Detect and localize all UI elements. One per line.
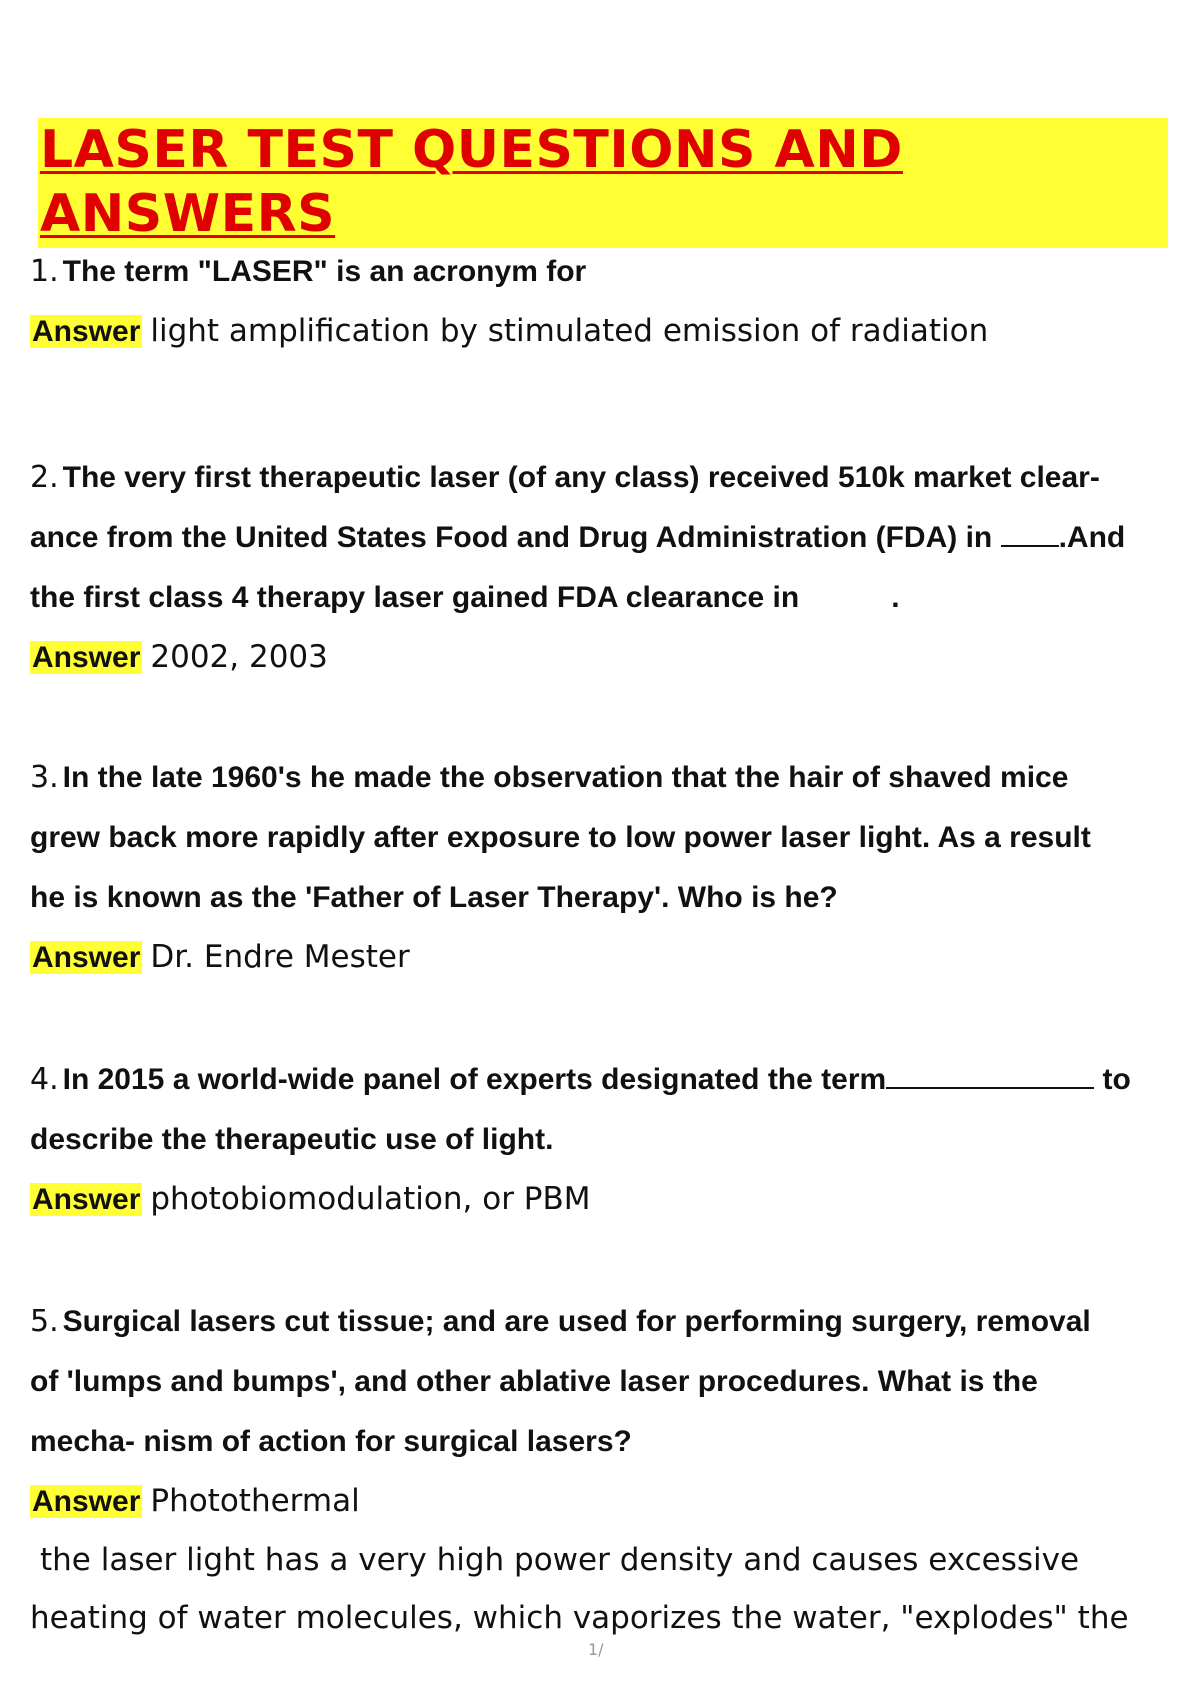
question-text: grew back more rapidly after exposure to low power laser light. As a result (30, 821, 1091, 854)
question-text: he is known as the 'Father of Laser Therapy'. Who is he? (30, 881, 838, 914)
question-number: 4. (30, 1062, 59, 1097)
question-number: 2. (30, 460, 59, 495)
answer-4 (30, 1170, 1180, 1229)
answer-blank (886, 1085, 1094, 1089)
question-2-line-1 (30, 448, 1180, 508)
question-number: 5. (30, 1304, 59, 1339)
answer-5-explanation-line-1: the laser light has a very high power density and causes excessive (40, 1542, 1080, 1578)
qa-item-2 (30, 448, 1180, 687)
question-1 (30, 242, 1180, 302)
answer-1 (30, 302, 1180, 361)
answer-5-explanation-line-2: heating of water molecules, which vaporizes the water, "explodes" the (30, 1600, 1129, 1636)
question-text: the first class 4 therapy laser gained FDA clearance in (30, 581, 800, 614)
qa-item-3 (30, 748, 1180, 987)
question-3-line-3 (30, 868, 1180, 928)
question-text: The very first therapeutic laser (of any class) received 510k market clear- (62, 461, 1100, 494)
page-number: 1/ (588, 1640, 604, 1659)
question-5-line-1 (30, 1292, 1180, 1352)
question-number: 1. (30, 254, 59, 289)
answer-text: Dr. Endre Mester (150, 939, 410, 975)
answer-label: Answer (32, 1485, 141, 1518)
question-text: . (891, 581, 900, 614)
answer-text: Photothermal (150, 1483, 360, 1519)
question-text: In the late 1960's he made the observation that the hair of shaved mice (62, 761, 1069, 794)
answer-label: Answer (32, 941, 141, 974)
answer-label: Answer (32, 641, 141, 674)
answer-label: Answer (32, 315, 141, 348)
question-text: of 'lumps and bumps', and other ablative laser procedures. What is the (30, 1365, 1038, 1398)
qa-item-1 (30, 242, 1180, 361)
question-text: to (1102, 1063, 1131, 1096)
title-block (38, 118, 1168, 248)
question-5-line-3 (30, 1412, 1180, 1472)
question-5-line-2 (30, 1352, 1180, 1412)
question-text: Surgical lasers cut tissue; and are used for performing surgery, removal (62, 1305, 1091, 1338)
question-2-line-2 (30, 508, 1180, 568)
answer-5 (30, 1472, 1180, 1531)
question-4-line-2 (30, 1110, 1180, 1170)
page-title: LASER TEST QUESTIONS AND ANSWERS (38, 118, 1168, 248)
question-number: 3. (30, 760, 59, 795)
answer-text: photobiomodulation, or PBM (150, 1181, 591, 1217)
question-text: describe the therapeutic use of light. (30, 1123, 554, 1156)
answer-label: Answer (32, 1183, 141, 1216)
question-3-line-1 (30, 748, 1180, 808)
question-2-line-3 (30, 568, 1180, 628)
question-text: The term "LASER" is an acronym for (62, 255, 587, 288)
answer-blank (1001, 543, 1059, 547)
qa-item-5 (30, 1292, 1180, 1647)
qa-item-4 (30, 1050, 1180, 1229)
answer-3 (30, 928, 1180, 987)
question-4-line-1 (30, 1050, 1180, 1110)
answer-2 (30, 628, 1180, 687)
question-text: ance from the United States Food and Drug Administration (FDA) in (30, 521, 993, 554)
question-text: mecha- nism of action for surgical lasers? (30, 1425, 632, 1458)
answer-text: light amplification by stimulated emission of radiation (150, 313, 989, 349)
answer-text: 2002, 2003 (150, 639, 328, 675)
question-text: .And (1058, 521, 1126, 554)
question-3-line-2 (30, 808, 1180, 868)
question-text: In 2015 a world-wide panel of experts designated the term (62, 1063, 887, 1096)
